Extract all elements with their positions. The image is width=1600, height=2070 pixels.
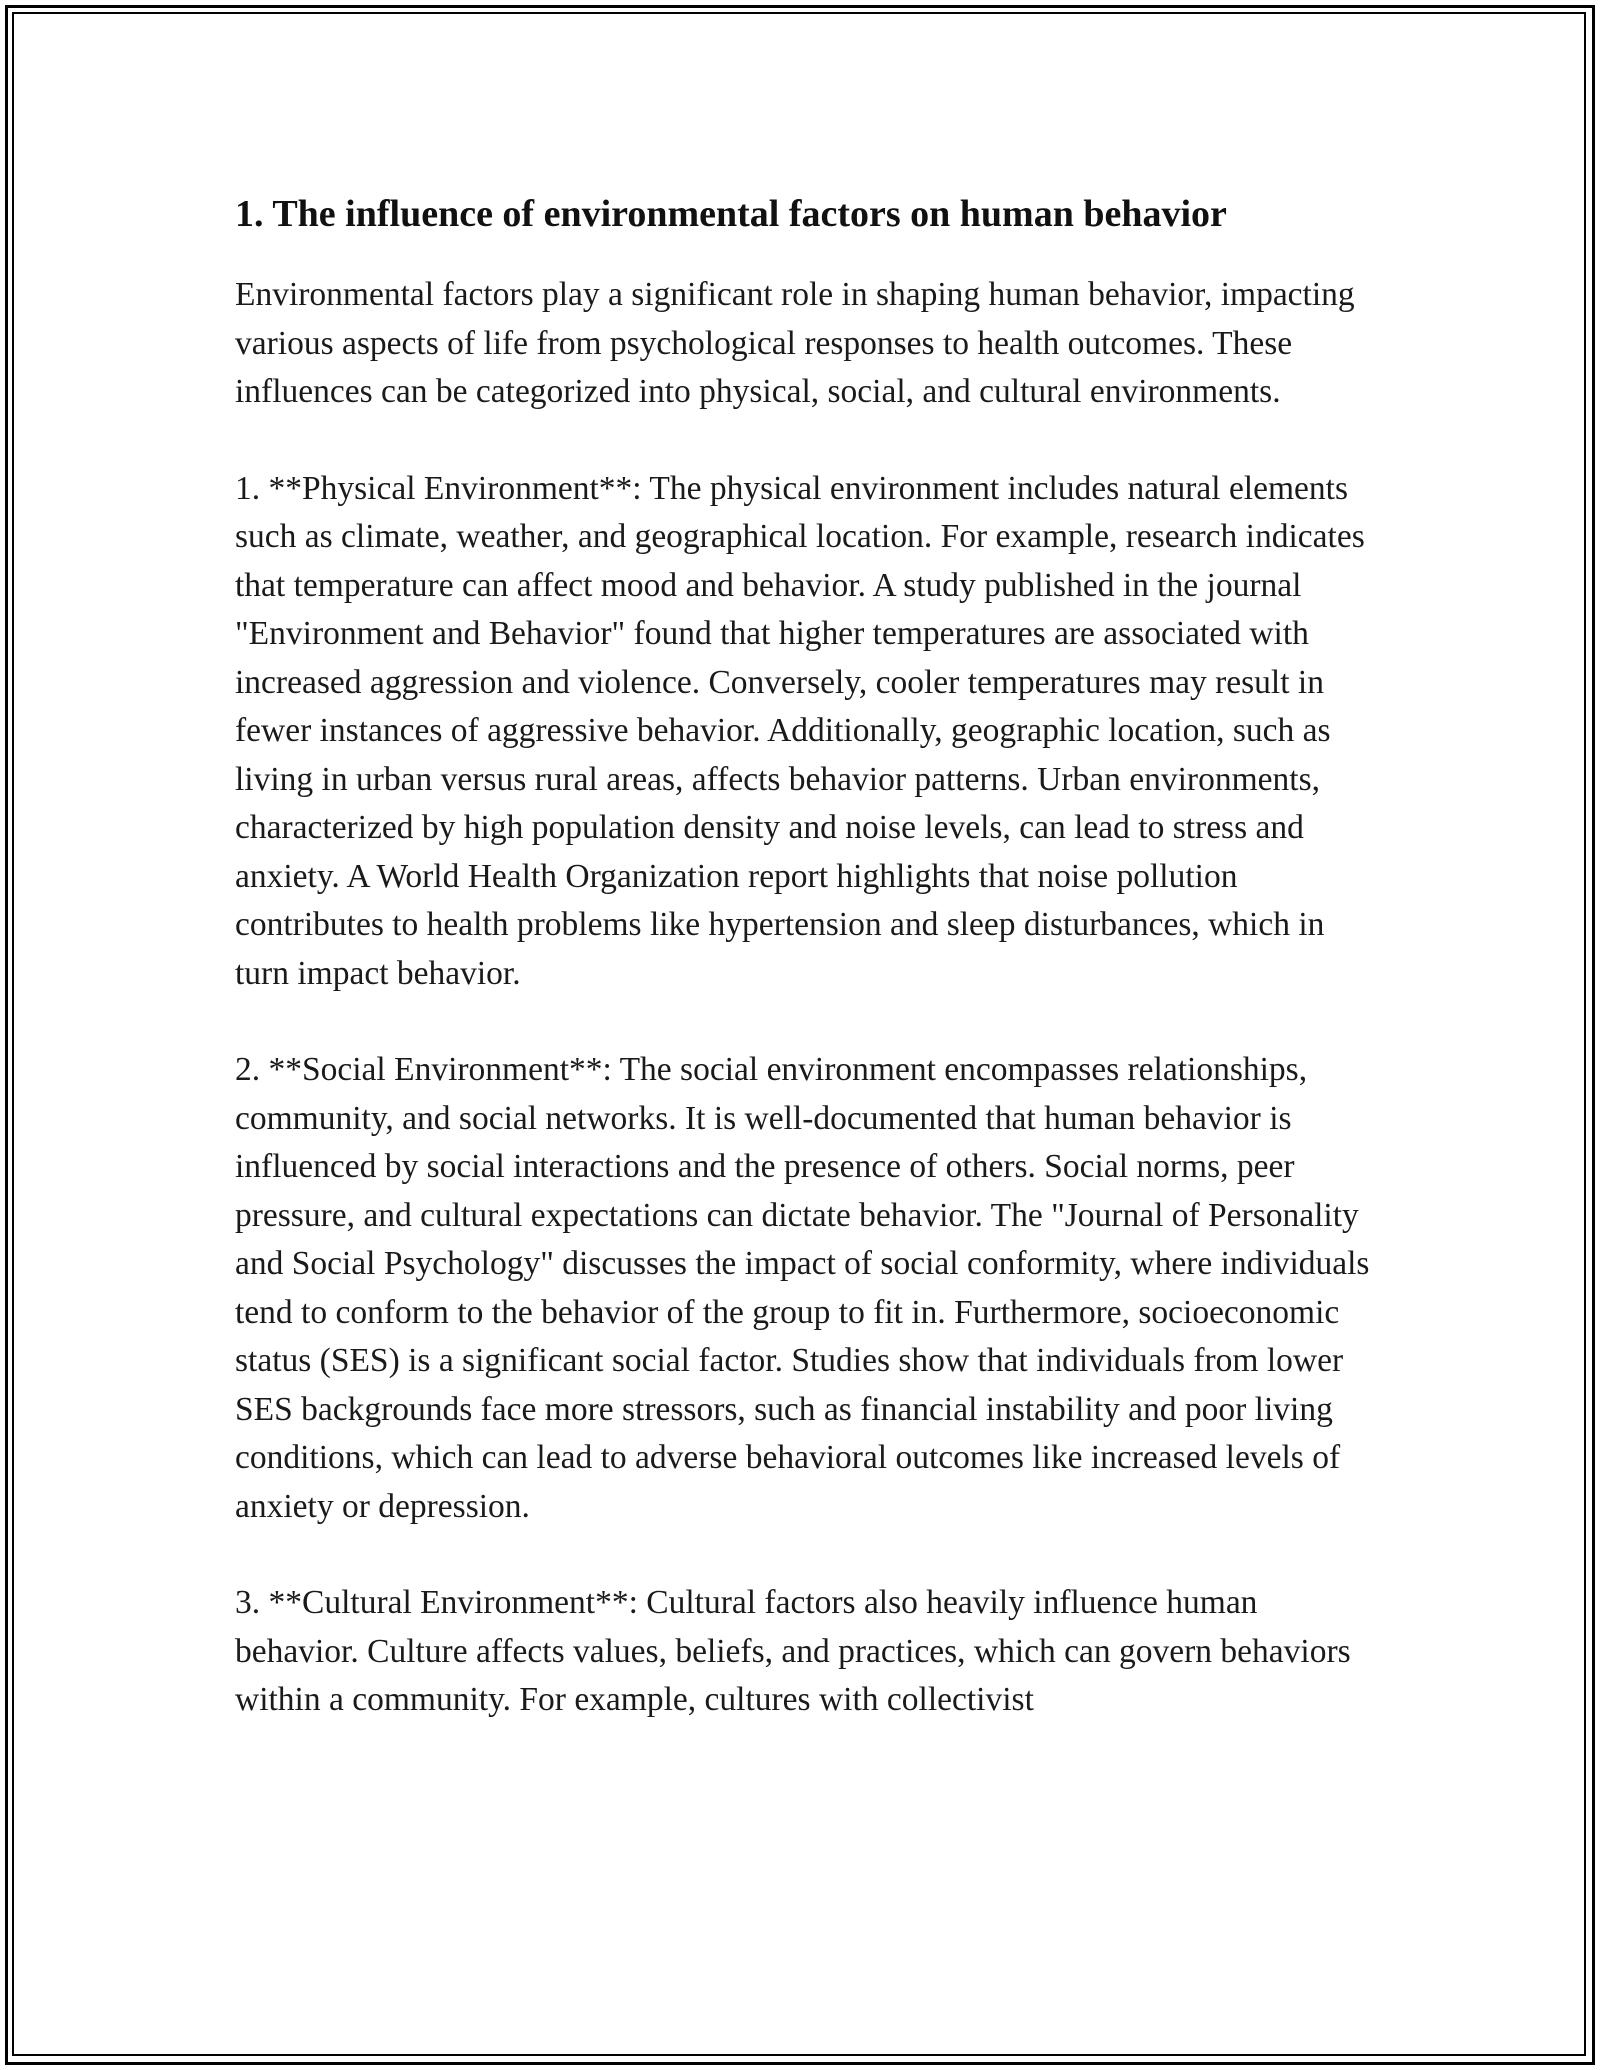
cultural-environment-paragraph: 3. **Cultural Environment**: Cultural factors also heavily influence human behavior. Culture affects values, beliefs, and practices, which can govern behaviors within a community. For example, cultures with collectivist: [235, 1584, 1351, 1718]
document-body: [235, 185, 1375, 1773]
intro-paragraph: Environmental factors play a significant role in shaping human behavior, impacting various aspects of life from psychological responses to health outcomes. These influences can be categorized into physical, social, and cultural environments.: [235, 276, 1355, 410]
physical-environment-paragraph: 1. **Physical Environment**: The physical environment includes natural elements such as climate, weather, and geographical location. For example, research indicates that temperature can affect mood and behavior. A study published in the journal "Environment and Behavior" found that higher temperatures are associated with increased aggression and violence. Conversely, cooler temperatures may result in fewer instances of aggressive behavior. Additionally, geographic location, such as living in urban versus rural areas, affects behavior patterns. Urban environments, characterized by high population density and noise levels, can lead to stress and anxiety. A World Health Organization report highlights that noise pollution contributes to health problems like hypertension and sleep disturbances, which in turn impact behavior.: [235, 469, 1365, 992]
section-heading: 1. The influence of environmental factors on human behavior: [235, 193, 1227, 235]
social-environment-paragraph: 2. **Social Environment**: The social environment encompasses relationships, community, and social networks. It is well-documented that human behavior is influenced by social interactions and the presence of others. Social norms, peer pressure, and cultural expectations can dictate behavior. The "Journal of Personality and Social Psychology" discusses the impact of social conformity, where individuals tend to conform to the behavior of the group to fit in. Furthermore, socioeconomic status (SES) is a significant social factor. Studies show that individuals from lower SES backgrounds face more stressors, such as financial instability and poor living conditions, which can lead to adverse behavioral outcomes like increased levels of anxiety or depression.: [235, 1051, 1370, 1525]
